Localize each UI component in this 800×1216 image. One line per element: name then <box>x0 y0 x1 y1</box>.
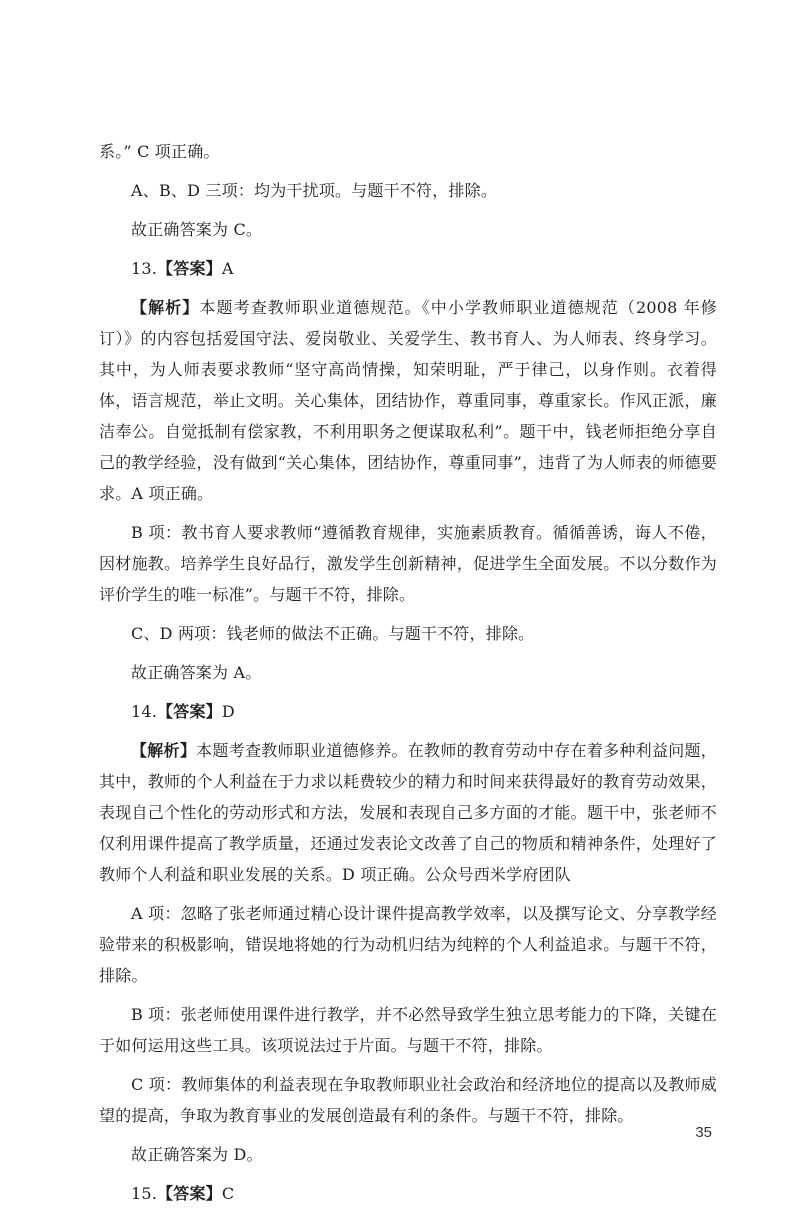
page-number: 35 <box>695 1124 712 1141</box>
page-content <box>99 136 717 1216</box>
answer-tag: 【答案】 <box>157 1184 222 1203</box>
paragraph-option-b <box>99 999 717 1061</box>
paragraph-correct-answer <box>99 1139 717 1170</box>
paragraph-text: C 项：教师集体的利益表现在争取教师职业社会政治和经济地位的提高以及教师威望的提高，争取为教育事业的发展创造最有利的条件。与题干不符，排除。 <box>99 1075 717 1125</box>
paragraph-text: 本题考查教师职业道德规范。《中小学教师职业道德规范（2008 年修订）》的内容包括爱国守法、爱岗敬业、关爱学生、教书育人、为人师表、终身学习。其中，为人师表要求教师“坚守高尚情操，知荣明耻，严于律己，以身作则。衣着得体，语言规范，举止文明。关心集体，团结协作，尊重同事，尊重家长。作风正派，廉洁奉公。自觉抵制有偿家教，不利用职务之便谋取私利”。题干中，钱老师拒绝分享自己的教学经验，没有做到“关心集体，团结协作，尊重同事”，违背了为人师表的师德要求。A 项正确。 <box>99 298 717 503</box>
analysis-paragraph <box>99 735 717 890</box>
question-15-answer <box>99 1178 717 1209</box>
paragraph-option-cd <box>99 618 717 649</box>
question-13-answer <box>99 253 717 284</box>
paragraph-text: C、D 两项：钱老师的做法不正确。与题干不符，排除。 <box>131 624 535 643</box>
answer-letter: C <box>221 1184 235 1203</box>
question-number: 13. <box>131 259 158 278</box>
answer-letter: A <box>221 259 234 278</box>
paragraph-text: 本题考查教师职业道德修养。在教师的教育劳动中存在着多种利益问题，其中，教师的个人利益在于力求以耗费较少的精力和时间来获得最好的教育劳动效果，表现自己个性化的劳动形式和方法，发展和表现自己多方面的才能。题干中，张老师不仅利用课件提高了教学质量，还通过发表论文改善了自己的物质和精神条件，处理好了教师个人利益和职业发展的关系。D 项正确。公众号西米学府团队 <box>99 741 717 884</box>
analysis-paragraph <box>99 292 717 509</box>
analysis-tag: 【解析】 <box>131 741 197 760</box>
paragraph-distractors <box>99 175 717 206</box>
paragraph-text: 故正确答案为 D。 <box>131 1145 263 1164</box>
paragraph-correct-answer <box>99 657 717 688</box>
answer-letter: D <box>221 702 235 721</box>
question-number: 14. <box>131 702 158 721</box>
answer-tag: 【答案】 <box>157 702 222 721</box>
paragraph-text: B 项：教书育人要求教师“遵循教育规律，实施素质教育。循循善诱，诲人不倦，因材施教。培养学生良好品行，激发学生创新精神，促进学生全面发展。不以分数作为评价学生的唯一标准”。与题干不符，排除。 <box>99 523 717 604</box>
paragraph-text: 故正确答案为 C。 <box>131 220 263 239</box>
paragraph-text: A 项：忽略了张老师通过精心设计课件提高教学效率，以及撰写论文、分享教学经验带来的积极影响，错误地将她的行为动机归结为纯粹的个人利益追求。与题干不符，排除。 <box>99 904 717 985</box>
paragraph-text: 系。” C 项正确。 <box>99 142 220 161</box>
paragraph-option-a <box>99 898 717 991</box>
paragraph-text: 故正确答案为 A。 <box>131 663 262 682</box>
answer-tag: 【答案】 <box>157 259 222 278</box>
paragraph-correct-answer <box>99 214 717 245</box>
paragraph-option-c <box>99 1069 717 1131</box>
analysis-tag: 【解析】 <box>131 298 200 317</box>
question-number: 15. <box>131 1184 158 1203</box>
paragraph-text: B 项：张老师使用课件进行教学，并不必然导致学生独立思考能力的下降，关键在于如何运用这些工具。该项说法过于片面。与题干不符，排除。 <box>99 1005 717 1055</box>
paragraph-option-b <box>99 517 717 610</box>
question-14-answer <box>99 696 717 727</box>
paragraph-text: A、B、D 三项：均为干扰项。与题干不符，排除。 <box>131 181 498 200</box>
paragraph-continued <box>99 136 717 167</box>
